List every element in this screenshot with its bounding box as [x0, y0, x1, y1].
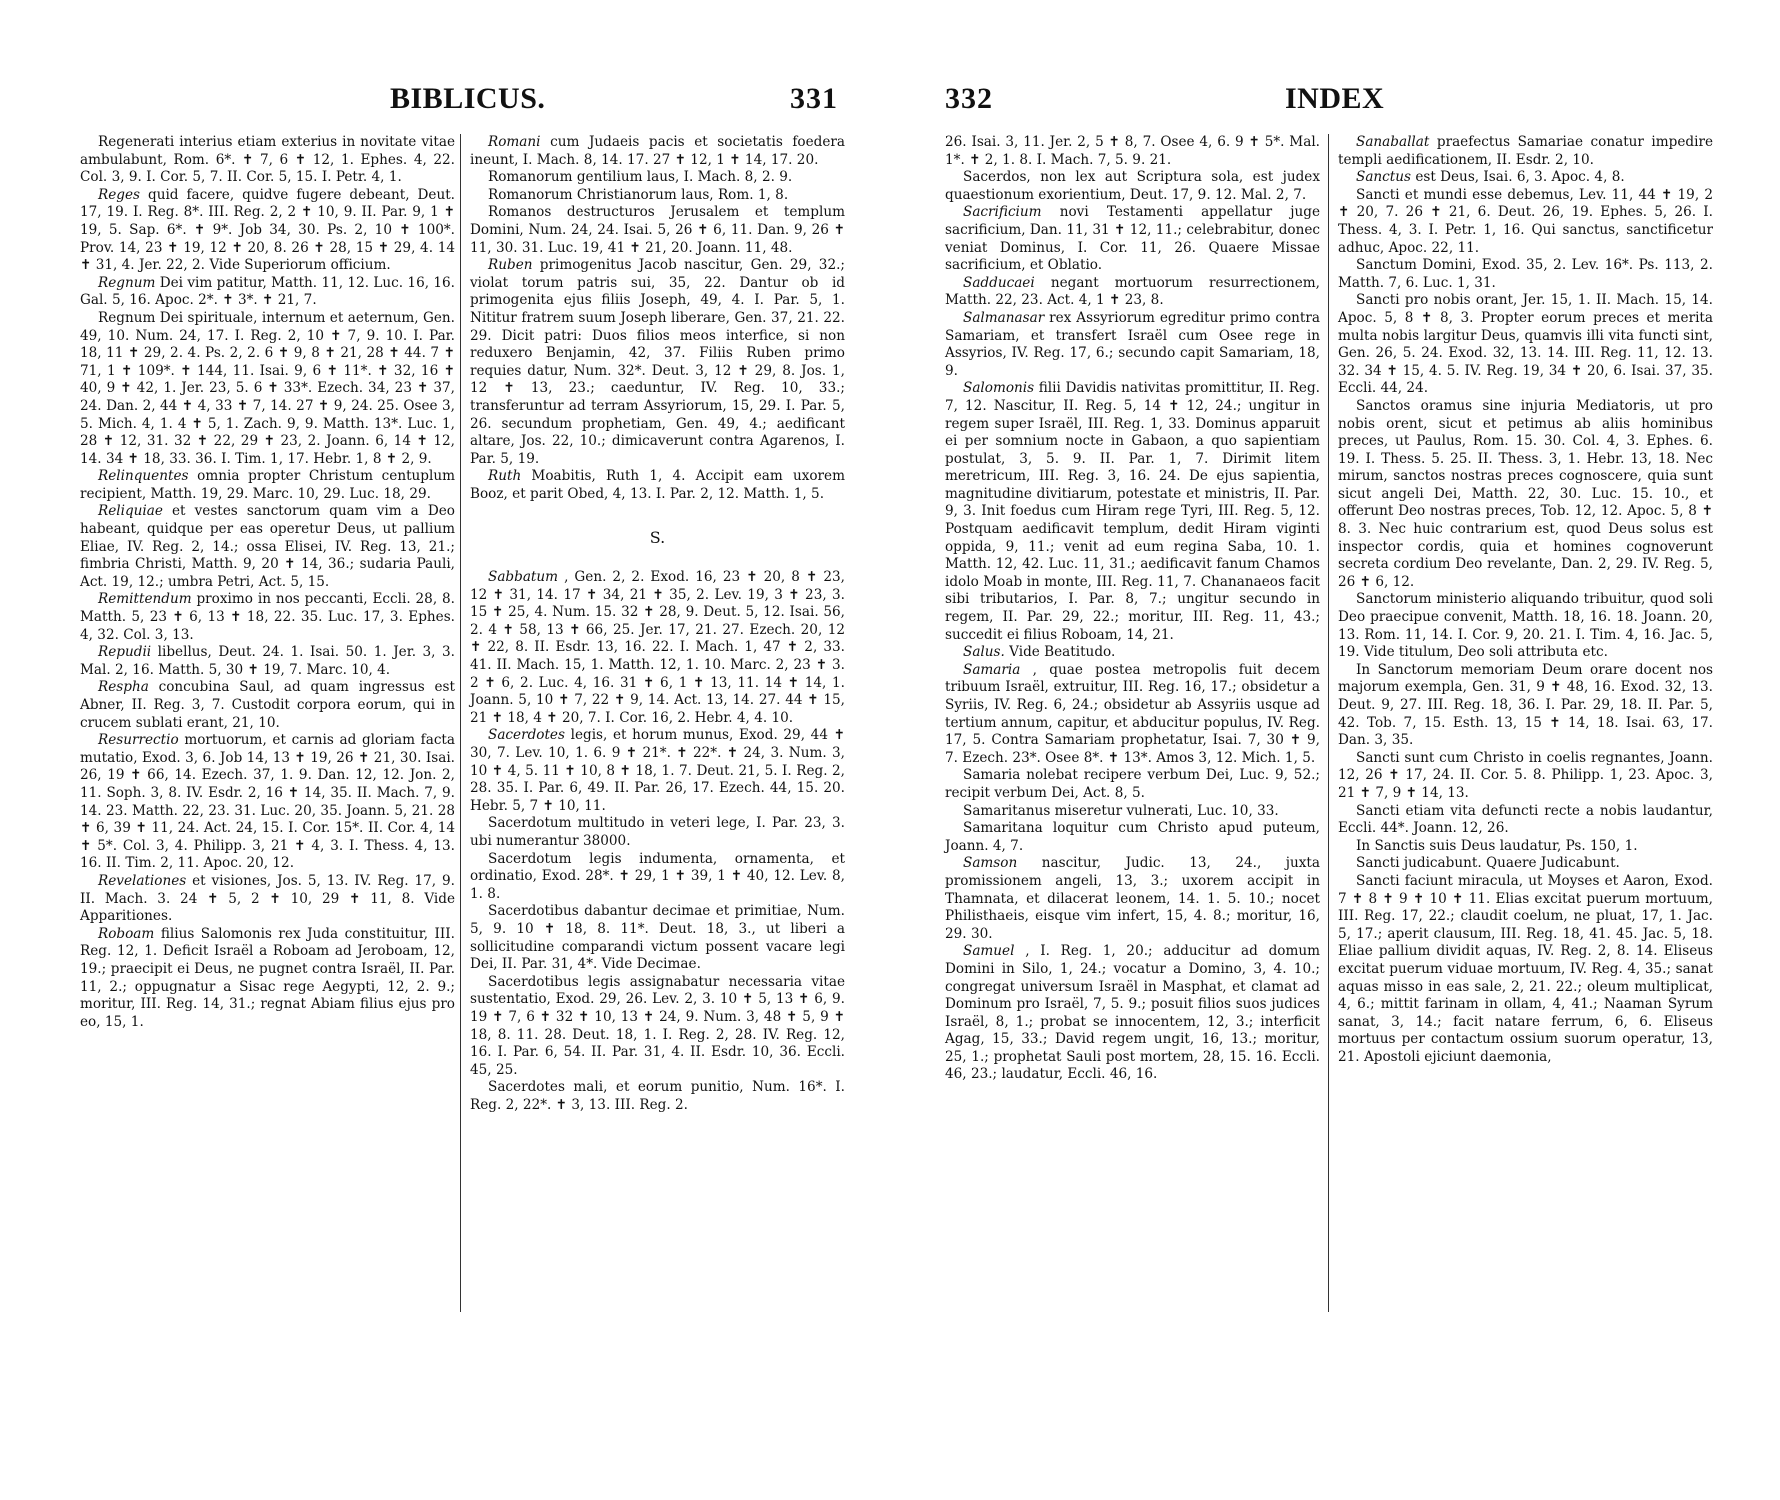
entry-text: Regnum Dei spirituale, internum et aeternum, Gen. 49, 10. Num. 24, 17. I. Reg. 2, 10 ✝ 7, 9. 10. I. Par. 18, 11 ✝ 29, 2. 4. Ps. 2, 2. 6 ✝ 9, 8 ✝ 21, 28 ✝ 44. 7 ✝ 71, 1 ✝ 109*. ✝ 144, 11. Isai. 9, 6 ✝ 11*. ✝ 32, 16 ✝ 40, 9 ✝ 42, 1. Jer. 23, 5. 6 ✝ 33*. Ezech. 34, 23 ✝ 37, 24. Dan. 2, 44 ✝ 4, 33 ✝ 7, 14. 27 ✝ 9, 24. 25. Osee 3, 5. Mich. 4, 1. 4 ✝ 5, 1. Zach. 9, 9. Matth. 13*. Luc. 1, 28 ✝ 12, 31. 32 ✝ 22, 29 ✝ 23, 2. Joann. 6, 14 ✝ 12, 14. 34 ✝ 18, 33. 36. I. Tim. 1, 17. Hebr. 1, 8 ✝ 2, 9. — [80, 309, 455, 467]
entry-headword: Repudii — [98, 644, 152, 661]
entry-headword: Reges — [98, 186, 141, 203]
entries-s — [470, 569, 845, 1114]
index-entry — [470, 815, 845, 850]
entry-text: et vestes sanctorum quam vim a Deo habeant, quidque per eas operetur Deus, ut pallium Eliae, IV. Reg. 2, 14.; ossa Elisei, IV. Reg. 13, 21.; fimbria Christi, Matth. 9, 20 ✝ 14, 36.; sudaria Pauli, Act. 19, 12.; umbra Petri, Act. 5, 15. — [80, 503, 455, 590]
entry-headword: Samaria — [963, 661, 1021, 678]
entry-text: , quae postea metropolis fuit decem tribuum Israël, extruitur, III. Reg. 16, 17.; obsidetur a Syriis, IV. Reg. 6, 24.; obsidetur ab Assyriis usque ad tertium annum, capitur, et abducitur populus, IV. Reg. 17, 5. Contra Samariam prophetatur, Isai. 7, 30 ✝ 9, 7. Ezech. 23*. Osee 8*. ✝ 13*. Amos 3, 12. Mich. 1, 5. — [945, 661, 1320, 766]
entry-text: Sanctum Domini, Exod. 35, 2. Lev. 16*. Ps. 113, 2. Matth. 7, 6. Luc. 1, 31. — [1338, 257, 1713, 291]
entry-headword: Salomonis — [963, 380, 1035, 397]
right-page — [920, 0, 1780, 1500]
running-title: BIBLICUS. — [390, 82, 546, 115]
entry-text: cum Judaeis pacis et societatis foedera ineunt, I. Mach. 8, 14. 17. 27 ✝ 12, 1 ✝ 14, 17. 20. — [470, 134, 845, 168]
entry-text: Regenerati interius etiam exterius in novitate vitae ambulabunt, Rom. 6*. ✝ 7, 6 ✝ 12, 1. Ephes. 4, 22. Col. 3, 9. I. Cor. 5, 7. II. Cor. 5, 15. I. Petr. 4, 1. — [80, 134, 455, 186]
index-entry — [80, 187, 455, 275]
index-entry — [945, 310, 1320, 380]
column-left — [945, 134, 1320, 1084]
column-divider — [1328, 134, 1329, 1312]
entry-text: Sacerdotes mali, et eorum punitio, Num. 16*. I. Reg. 2, 22*. ✝ 3, 13. III. Reg. 2. — [470, 1079, 845, 1113]
entry-text: Sacerdotum multitudo in veteri lege, I. Par. 23, 3. ubi numerantur 38000. — [470, 815, 845, 849]
index-entry — [1338, 398, 1713, 592]
entry-headword: Reliquiae — [98, 503, 163, 520]
entry-text: Sancti et mundi esse debemus, Lev. 11, 44 ✝ 19, 2 ✝ 20, 7. 26 ✝ 21, 6. Deut. 26, 19. Ephes. 5, 26. I. Thess. 4, 3. I. Petr. 1, 16. Qui sanctus, sanctificetur adhuc, Apoc. 22, 11. — [1338, 186, 1713, 256]
page-header — [0, 82, 860, 126]
entry-text: et visiones, Jos. 5, 13. IV. Reg. 17, 9. II. Mach. 3. 24 ✝ 5, 2 ✝ 10, 29 ✝ 11, 8. Vide Apparitiones. — [80, 872, 456, 925]
index-entry — [945, 943, 1320, 1084]
index-entry — [80, 310, 455, 468]
index-entry — [1338, 750, 1713, 803]
entry-headword: Sacrificium — [963, 204, 1042, 221]
index-entry — [470, 134, 845, 169]
index-entry — [1338, 591, 1713, 661]
index-entry — [945, 204, 1320, 274]
entry-headword: Remittendum — [98, 591, 192, 608]
entry-text: Sancti sunt cum Christo in coelis regnantes, Joann. 12, 26 ✝ 17, 24. II. Cor. 5. 8. Philipp. 1, 23. Apoc. 3, 21 ✝ 7, 9 ✝ 14, 13. — [1338, 749, 1713, 801]
index-entry — [80, 503, 455, 591]
entry-text: Sancti etiam vita defuncti recte a nobis laudantur, Eccli. 44*. Joann. 12, 26. — [1338, 802, 1713, 837]
entry-text: Romanos destructuros Jerusalem et templum Domini, Num. 24, 24. Isai. 5, 26 ✝ 6, 11. Dan. 9, 26 ✝ 11, 30. 31. Luc. 19, 41 ✝ 21, 20. Joann. 11, 48. — [470, 204, 845, 256]
entry-text: Sacerdos, non lex aut Scriptura sola, est judex quaestionum exorientium, Deut. 17, 9. 12. Mal. 2, 7. — [945, 169, 1320, 203]
entry-text: negant mortuorum resurrectionem, Matth. 22, 23. Act. 4, 1 ✝ 23, 8. — [945, 274, 1320, 309]
entry-text: Sanctorum ministerio aliquando tribuitur, quod soli Deo praecipue convenit, Matth. 18, 16. 18. Joann. 20, 13. Rom. 11, 14. I. Cor. 9, 20. 21. I. Tim. 4, 16. Jac. 5, 19. Vide titulum, Deo soli attributa etc. — [1338, 591, 1713, 661]
entry-text: Romanorum gentilium laus, I. Mach. 8, 2. 9. — [488, 169, 793, 186]
entry-headword: Roboam — [98, 925, 155, 942]
index-entry — [945, 644, 1320, 662]
entry-headword: Resurrectio — [98, 732, 179, 749]
entry-text: Sanctos oramus sine injuria Mediatoris, ut pro nobis orent, sicut et petimus ab aliis hominibus preces, ut Paulus, Rom. 15. 30. Col. 4, 3. Ephes. 6. 19. I. Thess. 5. 25. II. Thess. 3, 1. Hebr. 13, 18. Nec mirum, sanctos nostras preces cognoscere, quia sunt sicut angeli Dei, Matth. 22, 30. Luc. 15. 10., et offerunt Deo nostras preces, Tob. 12, 12. Apoc. 5, 8 ✝ 8. 3. Nec huic contrarium est, quod Deus solus est inspector cordis, quia et homines cognoverunt secreta cordium Deo revelante, Dan. 2, 29. IV. Reg. 5, 26 ✝ 6, 12. — [1338, 397, 1713, 590]
entry-text: primogenitus Jacob nascitur, Gen. 29, 32.; violat torum patris sui, 35, 22. Dantur ob id primogenita ejus filiis Joseph, 49, 4. I. Par. 5, 1. Nititur fratrem suum Joseph liberare, Gen. 37, 21. 22. 29. Dicit patri: Duos filios meos interfice, si non reduxero Benjamin, 42, 37. Filiis Ruben primo requies datur, Num. 32*. Deut. 3, 12 ✝ 29, 8. Jos. 1, 12 ✝ 13, 23.; caeduntur, IV. Reg. 10, 33.; transferuntur ad terram Assyriorum, 15, 29. I. Par. 5, 26. secundum prophetiam, Gen. 49, 4.; aedificant altare, Jos. 22, 10.; dimicaverunt contra Agarenos, I. Par. 5, 19. — [470, 257, 845, 467]
entry-headword: Samuel — [963, 943, 1015, 960]
entry-headword: Salmanasar — [963, 309, 1045, 326]
entry-text: filius Salomonis rex Juda constituitur, III. Reg. 12, 1. Deficit Israël a Roboam ad Jeroboam, 12, 19.; praecipit ei Deus, ne pugnet contra Israël, II. Par. 11, 2.; oppugnatur a Sisac rege Aegypti, 12, 2. 9.; moritur, III. Reg. 14, 31.; regnat Abiam filius ejus pro eo, 15, 1. — [80, 925, 455, 1030]
entry-text: Sacerdotum legis indumenta, ornamenta, et ordinatio, Exod. 28*. ✝ 29, 1 ✝ 39, 1 ✝ 40, 12. Lev. 8, 1. 8. — [470, 850, 845, 902]
entry-text: est Deus, Isai. 6, 3. Apoc. 4, 8. — [1415, 169, 1625, 186]
index-entry — [80, 644, 455, 679]
index-entry — [470, 569, 845, 727]
entry-text: In Sanctorum memoriam Deum orare docent nos majorum exempla, Gen. 31, 9 ✝ 48, 16. Exod. 32, 13. Deut. 9, 27. III. Reg. 18, 36. I. Par. 29, 18. II. Par. 5, 42. Tob. 7, 15. Esth. 13, 15 ✝ 14, 18. Isai. 63, 17. Dan. 3, 35. — [1338, 661, 1713, 749]
column-left — [80, 134, 455, 1031]
entry-text: , I. Reg. 1, 20.; adducitur ad domum Domini in Silo, 1, 24.; vocatur a Domino, 3, 4. 10.; congregat universum Israël in Masphat, et clamat ad Dominum pro Israël, 7, 5. 9.; posuit filios suos judices Israël, 8, 1.; probat se innocentem, 12, 3.; interficit Agag, 15, 33.; David regem ungit, 16, 13.; moritur, 25, 1.; prophetat Sauli post mortem, 28, 15. 16. Eccli. 46, 23.; laudatur, Eccli. 46, 16. — [945, 943, 1320, 1083]
entry-text: rex Assyriorum egreditur primo contra Samariam, et transfert Israël cum Osee rege in Assyrios, IV. Reg. 17, 6.; secundo capit Samariam, 18, 9. — [945, 309, 1320, 379]
index-entry — [1338, 803, 1713, 838]
column-divider — [460, 134, 461, 1312]
index-entry — [1338, 134, 1713, 169]
entry-text: Samaritanus miseretur vulnerati, Luc. 10, 33. — [963, 802, 1279, 819]
index-entry — [1338, 169, 1713, 187]
column-right — [470, 134, 845, 1114]
page-header — [920, 82, 1780, 126]
entry-headword: Ruth — [488, 468, 522, 485]
index-entry — [80, 873, 455, 926]
index-entry — [80, 468, 455, 503]
index-entry — [80, 926, 455, 1032]
entry-text: Romanorum Christianorum laus, Rom. 1, 8. — [488, 186, 789, 203]
index-entry — [945, 134, 1320, 169]
entry-headword: Samson — [963, 855, 1018, 872]
index-entry — [1338, 662, 1713, 750]
entry-text: Sacerdotibus dabantur decimae et primitiae, Num. 5, 9. 10 ✝ 18, 8. 11*. Deut. 18, 3., ut liberi a sollicitudine comparandi victum possent vacare legi Dei, II. Par. 31, 4*. Vide Decimae. — [470, 903, 845, 973]
entry-text: Vide Beatitudo. — [1009, 644, 1116, 661]
entry-headword: Sacerdotes — [488, 727, 565, 744]
entry-headword: Sanaballat — [1356, 134, 1430, 150]
index-entry — [1338, 838, 1713, 856]
index-entry — [470, 169, 845, 187]
entry-headword: Ruben — [488, 257, 533, 274]
entry-headword: Salus. — [963, 644, 1005, 661]
entry-text: omnia propter Christum centuplum recipient, Matth. 19, 29. Marc. 10, 29. Luc. 18, 29. — [80, 468, 455, 502]
page-number: 332 — [945, 82, 993, 115]
entry-headword: Romani — [488, 134, 541, 150]
entry-text: In Sanctis suis Deus laudatur, Ps. 150, 1. — [1356, 837, 1638, 854]
entries-r — [470, 134, 845, 503]
entry-headword: Revelationes — [98, 872, 187, 889]
index-entry — [1338, 855, 1713, 873]
index-entry — [80, 732, 455, 873]
index-entry — [470, 468, 845, 503]
index-entry — [945, 662, 1320, 768]
index-entry — [1338, 187, 1713, 257]
entry-text: proximo in nos peccanti, Eccli. 28, 8. Matth. 5, 23 ✝ 6, 13 ✝ 18, 22. 35. Luc. 17, 3. Ephes. 4, 32. Col. 3, 13. — [80, 591, 455, 643]
entry-headword: Regnum — [98, 274, 156, 291]
index-entry — [945, 169, 1320, 204]
index-entry — [470, 974, 845, 1080]
entry-text: 26. Isai. 3, 11. Jer. 2, 5 ✝ 8, 7. Osee 4, 6. 9 ✝ 5*. Mal. 1*. ✝ 2, 1. 8. I. Mach. 7, 5. 9. 21. — [945, 134, 1320, 168]
entry-text: quid facere, quidve fugere debeant, Deut. 17, 19. I. Reg. 8*. III. Reg. 2, 2 ✝ 10, 9. II. Par. 9, 1 ✝ 19, 5. Sap. 6*. ✝ 9*. Job 34, 30. Ps. 2, 10 ✝ 100*. Prov. 14, 23 ✝ 19, 12 ✝ 20, 8. 26 ✝ 28, 15 ✝ 29, 4. 14 ✝ 31, 4. Jer. 22, 2. Vide Superiorum officium. — [80, 186, 455, 274]
entry-headword: Sadducaei — [963, 274, 1035, 291]
entry-headword: Sanctus — [1356, 169, 1411, 186]
entry-text: Dei vim patitur, Matth. 11, 12. Luc. 16, 16. Gal. 5, 16. Apoc. 2*. ✝ 3*. ✝ 21, 7. — [80, 274, 455, 309]
entry-text: Sacerdotibus legis assignabatur necessaria vitae sustentatio, Exod. 29, 26. Lev. 2, 3. 10 ✝ 5, 13 ✝ 6, 9. 19 ✝ 7, 6 ✝ 32 ✝ 10, 13 ✝ 24, 9. Num. 3, 48 ✝ 5, 9 ✝ 18, 8. 11. 28. Deut. 18, 1. I. Reg. 2, 28. IV. Reg. 12, 16. I. Par. 6, 54. II. Par. 31, 4. II. Esdr. 10, 36. Eccli. 45, 25. — [470, 973, 845, 1078]
index-entry — [1338, 257, 1713, 292]
entry-headword: Respha — [98, 679, 149, 696]
index-entry — [470, 1079, 845, 1114]
index-entry — [470, 204, 845, 257]
index-entry — [470, 257, 845, 468]
entry-headword: Sabbatum — [488, 569, 559, 586]
section-letter: S. — [649, 528, 666, 548]
entry-text: Moabitis, Ruth 1, 4. Accipit eam uxorem Booz, et parit Obed, 4, 13. I. Par. 2, 12. Matth. 1, 5. — [470, 468, 845, 502]
left-page — [0, 0, 860, 1500]
entry-text: novi Testamenti appellatur juge sacrificium, Dan. 11, 31 ✝ 12, 11.; celebrabitur, donec veniat Dominus, I. Cor. 11, 26. Quaere Missae sacrificium, et Oblatio. — [945, 204, 1320, 274]
entry-text: legis, et horum munus, Exod. 29, 44 ✝ 30, 7. Lev. 10, 1. 6. 9 ✝ 21*. ✝ 22*. ✝ 24, 3. Num. 3, 10 ✝ 4, 5. 11 ✝ 10, 8 ✝ 18, 1. 7. Deut. 21, 5. I. Reg. 2, 28. 35. I. Par. 6, 49. II. Par. 26, 17. Ezech. 44, 15. 20. Hebr. 5, 7 ✝ 10, 11. — [470, 727, 845, 814]
entry-text: Sancti pro nobis orant, Jer. 15, 1. II. Mach. 15, 14. Apoc. 5, 8 ✝ 8, 3. Propter eorum preces et merita multa nobis largitur Deus, quamvis illi vita functi sint, Gen. 26, 5. 24. Exod. 32, 13. 14. III. Reg. 11, 12. 13. 32. 34 ✝ 15, 4. 5. IV. Reg. 19, 34 ✝ 20, 6. Isai. 37, 35. Eccli. 44, 24. — [1338, 292, 1713, 397]
entry-text: Samaria nolebat recipere verbum Dei, Luc. 9, 52.; recipit verbum Dei, Act. 8, 5. — [945, 767, 1320, 801]
column-right — [1338, 134, 1713, 1066]
index-entry — [470, 903, 845, 973]
entry-text: Sancti judicabunt. Quaere Judicabunt. — [1356, 855, 1620, 872]
entry-text: Samaritana loquitur cum Christo apud puteum, Joann. 4, 7. — [945, 820, 1320, 854]
entry-text: praefectus Samariae conatur impedire templi aedificationem, II. Esdr. 2, 10. — [1338, 134, 1713, 168]
index-entry — [1338, 873, 1713, 1067]
index-entry — [945, 855, 1320, 943]
entry-text: libellus, Deut. 24. 1. Isai. 50. 1. Jer. 3, 3. Mal. 2, 16. Matth. 5, 30 ✝ 19, 7. Marc. 10, 4. — [80, 644, 455, 678]
entry-text: nascitur, Judic. 13, 24., juxta promissionem angeli, 13, 3.; uxorem accipit in Thamnata, et dilacerat leonem, 14. 1. 5. 10.; nocet Philisthaeis, eisque vim infert, 15, 4. 8.; moritur, 16, 29. 30. — [945, 855, 1320, 942]
entry-text: , Gen. 2, 2. Exod. 16, 23 ✝ 20, 8 ✝ 23, 12 ✝ 31, 14. 17 ✝ 34, 21 ✝ 35, 2. Lev. 19, 3 ✝ 23, 3. 15 ✝ 25, 4. Num. 15. 32 ✝ 28, 9. Deut. 5, 12. Isai. 56, 2. 4 ✝ 58, 13 ✝ 66, 25. Jer. 17, 21. 27. Ezech. 20, 12 ✝ 22, 8. II. Esdr. 13, 16. 22. I. Mach. 1, 47 ✝ 2, 33. 41. II. Mach. 15, 1. Matth. 12, 1. 10. Marc. 2, 23 ✝ 3. 2 ✝ 6, 2. Luc. 4, 16. 31 ✝ 6, 1 ✝ 13, 11. 14 ✝ 14, 1. Joann. 5, 10 ✝ 7, 22 ✝ 9, 14. Act. 13, 14. 27. 44 ✝ 15, 21 ✝ 18, 4 ✝ 20, 7. I. Cor. 16, 2. Hebr. 4, 4. 10. — [470, 569, 845, 726]
index-entry — [80, 679, 455, 732]
running-title: INDEX — [1285, 82, 1385, 115]
index-entry — [945, 820, 1320, 855]
index-entry — [80, 275, 455, 310]
index-entry — [945, 380, 1320, 644]
index-entry — [470, 187, 845, 205]
index-entry — [80, 134, 455, 187]
index-entry — [80, 591, 455, 644]
entry-text: mortuorum, et carnis ad gloriam facta mutatio, Exod. 3, 6. Job 14, 13 ✝ 19, 26 ✝ 21, 30. Isai. 26, 19 ✝ 66, 14. Ezech. 37, 1. 9. Dan. 12, 12. Jon. 2, 11. Soph. 3, 8. IV. Esdr. 2, 16 ✝ 14, 35. II. Mach. 7, 9. 14. 23. Matth. 22, 23. 31. Luc. 20, 35. Joann. 5, 21. 28 ✝ 6, 39 ✝ 11, 24. Act. 24, 15. I. Cor. 15*. II. Cor. 4, 14 ✝ 5*. Col. 3, 4. Philipp. 3, 21 ✝ 4, 3. I. Thess. 4, 13. 16. II. Tim. 2, 11. Apoc. 20, 12. — [80, 732, 455, 872]
index-entry — [945, 767, 1320, 802]
index-entry — [945, 803, 1320, 821]
entry-text: Sancti faciunt miracula, ut Moyses et Aaron, Exod. 7 ✝ 8 ✝ 9 ✝ 10 ✝ 11. Elias excitat puerum mortuum, III. Reg. 17, 22.; claudit coelum, ne pluat, 17, 1. Jac. 5, 17.; aperit clausum, III. Reg. 18, 41. 45. Jac. 5, 18. Eliae pallium dividit aquas, IV. Reg. 2, 8. 14. Eliseus excitat puerum viduae mortuum, IV. Reg. 4, 35.; sanat aquas misso in eas sale, 2, 21. 22.; oleum multiplicat, 4, 6.; mittit farinam in ollam, 4, 41.; Naaman Syrum sanat, 3, 14.; facit natare ferrum, 6, 6. Eliseus mortuus per contactum ossium suorum operatur, 13, 21. Apostoli ejiciunt daemonia, — [1338, 872, 1713, 1065]
entry-text: concubina Saul, ad quam ingressus est Abner, II. Reg. 3, 7. Custodit corpora eorum, qui in crucem sublati erant, 21, 10. — [80, 679, 455, 731]
entry-headword: Relinquentes — [98, 468, 189, 485]
index-entry — [470, 727, 845, 815]
index-entry — [470, 851, 845, 904]
entry-text: filii Davidis nativitas promittitur, II. Reg. 7, 12. Nascitur, II. Reg. 5, 14 ✝ 12, 24.; ungitur in regem super Israël, III. Reg. 1, 33. Dominus apparuit ei per somnium nocte in Gabaon, a quo sapientiam postulat, 3, 5. 9. II. Par. 1, 7. Dirimit litem meretricum, III. Reg. 3, 16. 24. De ejus sapientia, magnitudine divitiarum, potestate et ministris, II. Par. 9, 3. Init foedus cum Hiram rege Tyri, III. Reg. 5, 12. Postquam aedificavit templum, dedit Hiram viginti oppida, 9, 11.; venit ad eum regina Saba, 10. 1. Matth. 12, 42. Luc. 11, 31.; aedificavit fanum Chamos idolo Moab in monte, III. Reg. 11, 7. Chananaeos facit sibi tributarios, I. Par. 8, 7.; ungitur secundo in regem, II. Par. 29, 22.; moritur, III. Reg. 11, 43.; succedit ei filius Roboam, 14, 21. — [945, 380, 1320, 643]
index-entry — [1338, 292, 1713, 398]
index-entry — [945, 275, 1320, 310]
page-number: 331 — [790, 82, 838, 115]
